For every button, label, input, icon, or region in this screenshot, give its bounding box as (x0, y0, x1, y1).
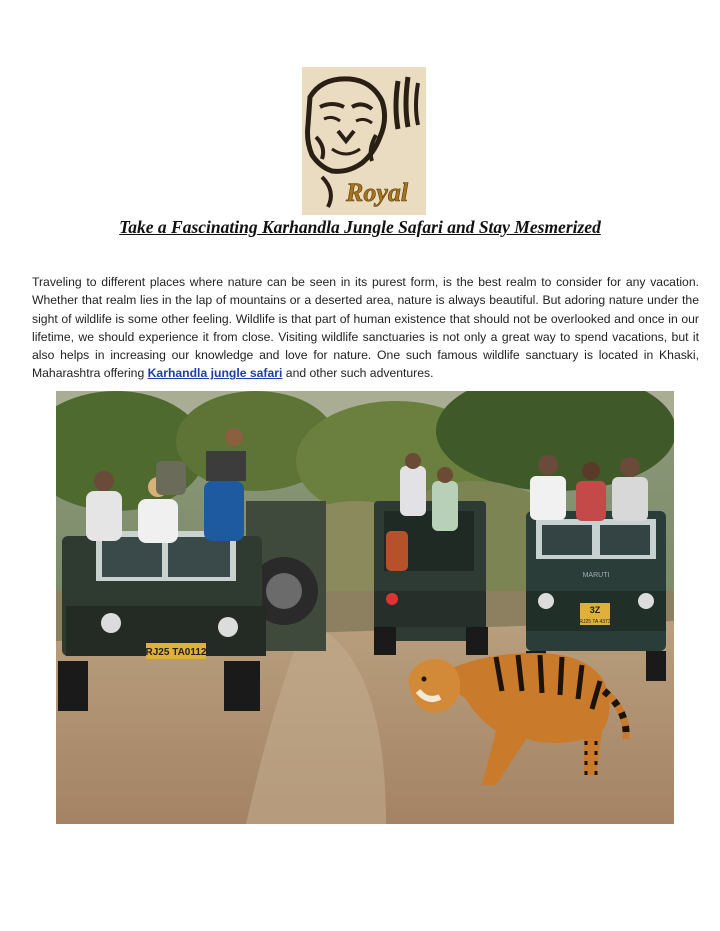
logo-text: Royal (346, 178, 409, 207)
jeep-brand: MARUTI (582, 572, 610, 579)
paragraph-text-end: and other such adventures. (282, 366, 434, 381)
safari-photo (56, 391, 674, 824)
intro-paragraph (32, 273, 699, 383)
royal-logo (302, 67, 426, 215)
right-jeep (526, 455, 666, 681)
plate-right-top: 3Z (589, 605, 601, 615)
karhandla-safari-link[interactable]: Karhandla jungle safari (147, 366, 283, 381)
plate-right: RJ25 TA 4373 (579, 619, 611, 625)
tiger-claw-logo-icon (302, 67, 426, 215)
paragraph-text: Traveling to different places where nature can be seen in its purest form, is the best realm to consider for any vacation. Whether that realm lies in the lap of mountains or a deserted area, nature is always beautiful. But adoring nature under the sight of wildlife is some other feeling. Wildlife is that part of human existence that should not be overlooked and once in our lifetime, we should experience it from close. Visiting wildlife sanctuaries is not only a great way to spend vacations, but it also helps in increasing our knowledge and love for nature. One such famous wildlife sanctuary is located in Khaski, Maharashtra offering (32, 275, 699, 381)
page-title: Take a Fascinating Karhandla Jungle Safari and Stay Mesmerized (119, 217, 601, 237)
plate-left: RJ25 TA0112 (145, 647, 207, 658)
tiger-safari-image (56, 391, 674, 824)
